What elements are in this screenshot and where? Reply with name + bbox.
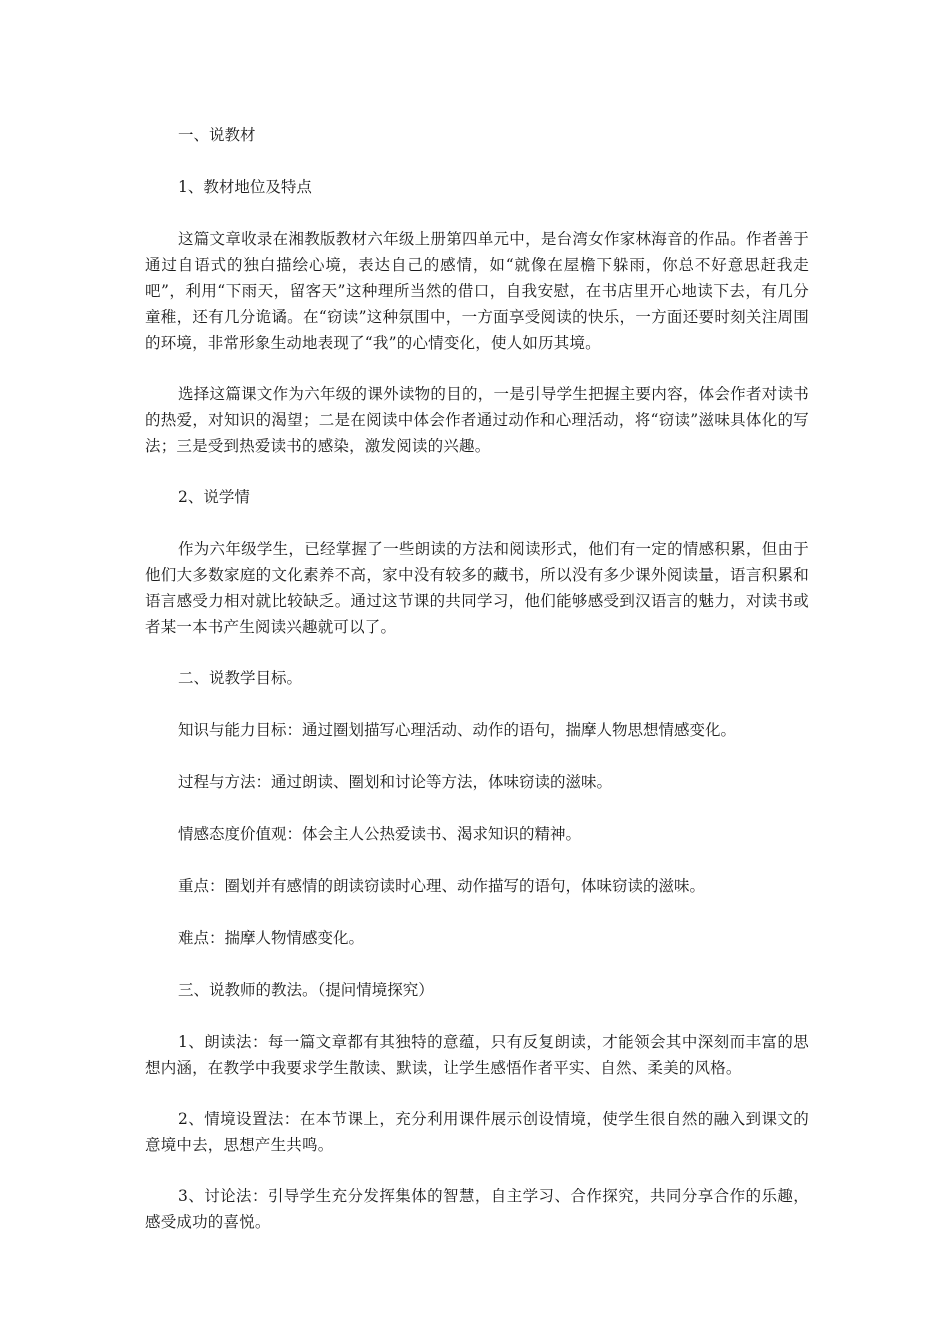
goal-emotion-values: 情感态度价值观：体会主人公热爱读书、渴求知识的精神。 bbox=[178, 825, 582, 843]
paragraph-purpose: 选择这篇课文作为六年级的课外读物的目的，一是引导学生把握主要内容，体会作者对读书的热爱，对知识的渴望；二是在阅读中体会作者通过动作和心理活动，将“窃读”滋味具体化的写法；三是受到热爱读书的感染，激发阅读的兴趣。 bbox=[145, 385, 809, 455]
method-situation: 2、情境设置法：在本节课上，充分利用课件展示创设情境，使学生很自然的融入到课文的意境中去，思想产生共鸣。 bbox=[145, 1110, 809, 1154]
document-page bbox=[145, 122, 809, 1260]
section-heading-teaching-goals: 二、说教学目标。 bbox=[178, 669, 303, 687]
section-heading-textbook: 一、说教材 bbox=[178, 126, 256, 144]
paragraph-textbook-intro: 这篇文章收录在湘教版教材六年级上册第四单元中，是台湾女作家林海音的作品。作者善于通过自语式的独白描绘心境，表达自己的感情，如“就像在屋檐下躲雨，你总不好意思赶我走吧”，利用“下雨天，留客天”这种理所当然的借口，自我安慰，在书店里开心地读下去，有几分童稚，还有几分诡谲。在“窃读”这种氛围中，一方面享受阅读的快乐，一方面还要时刻关注周围的环境，非常形象生动地表现了“我”的心情变化，使人如历其境。 bbox=[145, 230, 809, 352]
section-heading-teaching-methods: 三、说教师的教法。（提问情境探究） bbox=[178, 981, 434, 999]
goal-process-method: 过程与方法：通过朗读、圈划和讨论等方法，体味窃读的滋味。 bbox=[178, 773, 613, 791]
paragraph-student-analysis: 作为六年级学生，已经掌握了一些朗读的方法和阅读形式，他们有一定的情感积累，但由于他们大多数家庭的文化素养不高，家中没有较多的藏书，所以没有多少课外阅读量，语言积累和语言感受力相对就比较缺乏。通过这节课的共同学习，他们能够感受到汉语言的魅力，对读书或者某一本书产生阅读兴趣就可以了。 bbox=[145, 540, 809, 636]
subheading-textbook-position: 1、教材地位及特点 bbox=[178, 178, 312, 196]
method-discussion: 3、讨论法：引导学生充分发挥集体的智慧，自主学习、合作探究，共同分享合作的乐趣，感受成功的喜悦。 bbox=[145, 1187, 809, 1231]
key-point: 重点：圈划并有感情的朗读窃读时心理、动作描写的语句，体味窃读的滋味。 bbox=[178, 877, 706, 895]
method-reading: 1、朗读法：每一篇文章都有其独特的意蕴，只有反复朗读，才能领会其中深刻而丰富的思想内涵，在教学中我要求学生散读、默读，让学生感悟作者平实、自然、柔美的风格。 bbox=[145, 1033, 809, 1077]
subheading-student-analysis: 2、说学情 bbox=[178, 488, 250, 506]
goal-knowledge-ability: 知识与能力目标：通过圈划描写心理活动、动作的语句，揣摩人物思想情感变化。 bbox=[178, 721, 737, 739]
difficult-point: 难点：揣摩人物情感变化。 bbox=[178, 929, 365, 947]
